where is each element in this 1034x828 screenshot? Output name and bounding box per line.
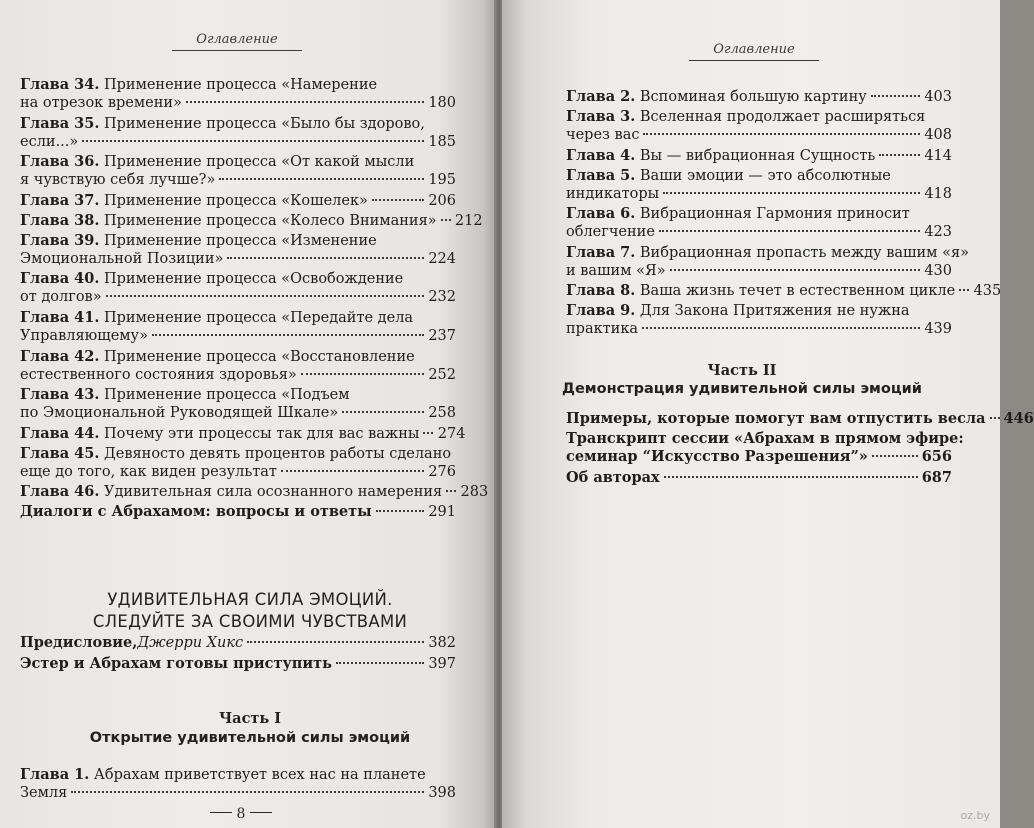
dot-leader	[219, 178, 424, 180]
entry-title-line: еще до того, как виден результат	[20, 463, 277, 480]
chapter-number: Глава 40.	[20, 270, 100, 288]
page-number: 397	[428, 656, 456, 672]
toc-entry	[20, 766, 456, 802]
toc-entry	[20, 483, 489, 501]
entry-title-line: если...»	[20, 133, 79, 150]
entry-title-line: Применение процесса «Колесо Внимания»	[103, 212, 437, 229]
page-number: 185	[428, 133, 456, 150]
part-label: Часть II	[707, 362, 777, 379]
entry-title-line: Ваша жизнь течет в естественном цикле	[639, 283, 956, 300]
chapter-number: Глава 44.	[20, 424, 100, 442]
dot-leader	[990, 417, 1000, 419]
entry-title-line: естественного состояния здоровья»	[20, 366, 297, 383]
page-number: 656	[921, 448, 952, 465]
entry-title-line: Управляющему»	[20, 328, 148, 344]
page-folio: 8	[210, 806, 272, 822]
chapter-number: Глава 2.	[566, 88, 636, 105]
page-number: 291	[428, 504, 456, 521]
page-number: 403	[924, 89, 952, 105]
entry-title-line: практика	[566, 321, 639, 338]
entry-title-line: по Эмоциональной Руководящей Шкале»	[20, 405, 339, 422]
chapter-number: Глава 4.	[566, 146, 636, 164]
entry-title-line: Почему эти процессы так для вас важны	[103, 425, 420, 442]
page-number: 274	[437, 425, 466, 442]
toc-entry	[566, 469, 952, 487]
entry-title-line: Применение процесса «Освобождение	[103, 271, 404, 288]
toc-entry	[20, 655, 456, 673]
chapter-number: Глава 35.	[20, 114, 100, 132]
entry-title-line: от долгов»	[20, 289, 102, 306]
toc-entry	[20, 503, 456, 521]
page-number: 252	[428, 366, 456, 383]
entry-title-line: Удивительная сила осознанного намерения	[103, 484, 443, 501]
right-page	[502, 0, 1034, 828]
toc-entry	[566, 243, 969, 280]
page-number: 382	[428, 635, 456, 651]
dot-leader	[82, 140, 424, 142]
toc-entry	[20, 424, 466, 443]
part-label: Часть I	[218, 710, 282, 727]
entry-title-line: и вашим «Я»	[566, 262, 666, 279]
toc-entry	[566, 108, 952, 144]
dot-leader	[71, 791, 424, 793]
toc-entry	[20, 386, 456, 422]
entry-title-line: через вас	[566, 127, 640, 143]
dot-leader	[872, 455, 918, 457]
entry-title-line: Вы — вибрационная Сущность	[639, 147, 876, 164]
toc-entry	[20, 153, 456, 189]
dot-leader	[152, 334, 424, 336]
entry-title-line: Об авторах	[566, 469, 660, 486]
chapter-number: Глава 36.	[20, 153, 100, 171]
entry-title-line: Применение процесса «Изменение	[103, 232, 377, 249]
page-number: 276	[428, 463, 456, 480]
dot-leader	[423, 432, 433, 434]
entry-title-line: Девяносто девять процентов работы сделано	[103, 445, 452, 462]
entry-title-line: Вспоминая большую картину	[639, 89, 867, 105]
page-number: 418	[924, 185, 952, 202]
running-head: Оглавление	[689, 42, 819, 61]
toc-entry	[20, 445, 456, 481]
page-number: 180	[428, 95, 456, 111]
chapter-number: Глава 9.	[566, 302, 636, 320]
dot-leader	[106, 295, 424, 297]
page-number: 430	[924, 262, 952, 279]
page-number: 414	[924, 147, 952, 164]
toc-entry	[20, 211, 483, 230]
toc-entry	[20, 76, 456, 112]
entry-title-line: Вибрационная пропасть между вашим «я»	[639, 244, 969, 261]
entry-title-line: Применение процесса «Подъем	[103, 387, 350, 404]
page-number: 423	[924, 224, 952, 241]
dot-leader	[247, 641, 424, 643]
entry-title: Диалоги с Абрахамом: вопросы и ответы	[20, 503, 372, 521]
dot-leader	[441, 219, 451, 221]
entry-title-line: Применение процесса «Передайте дела	[103, 310, 414, 326]
toc-entry	[566, 88, 952, 106]
dot-leader	[342, 411, 424, 413]
entry-title-line: Применение процесса «Восстановление	[103, 348, 415, 365]
dot-leader	[336, 662, 424, 664]
entry-title-line: Вибрационная Гармония приносит	[639, 206, 910, 223]
chapter-number: Глава 3.	[566, 108, 636, 125]
page-number: 439	[924, 321, 952, 338]
entry-title-line: Применение процесса «Намерение	[103, 77, 378, 93]
toc-entry	[566, 430, 964, 466]
dot-leader	[446, 490, 456, 492]
dot-leader	[376, 510, 424, 512]
dot-leader	[227, 257, 424, 259]
chapter-number: Глава 1.	[20, 766, 90, 783]
toc-entry	[20, 232, 456, 268]
toc-entry	[20, 192, 456, 210]
dot-leader	[879, 154, 920, 156]
page-number: 224	[428, 250, 456, 267]
chapter-number: Глава 34.	[20, 76, 100, 93]
dot-leader	[659, 230, 920, 232]
entry-title-line: Применение процесса «От какой мысли	[103, 154, 415, 171]
chapter-number: Глава 7.	[566, 243, 636, 261]
entry-title-line: Земля	[20, 785, 68, 801]
dot-leader	[663, 192, 920, 194]
part-title: Демонстрация удивительной силы эмоций	[562, 381, 922, 397]
dot-leader	[372, 199, 424, 201]
toc-entry	[20, 348, 456, 384]
entry-title: Предисловие,	[20, 634, 138, 651]
entry-title-line: Ваши эмоции — это абсолютные	[639, 167, 891, 184]
toc-entry	[566, 302, 952, 338]
entry-title-line: Абрахам приветствует всех нас на планете	[93, 767, 426, 783]
chapter-number: Глава 37.	[20, 191, 100, 209]
dot-leader	[664, 476, 918, 478]
entry-title-line: Вселенная продолжает расширяться	[639, 109, 926, 125]
page-number: 206	[428, 192, 456, 209]
dot-leader	[642, 327, 920, 329]
page-number: 408	[924, 127, 952, 143]
entry-title-line: Для Закона Притяжения не нужна	[639, 303, 910, 320]
page-number: 212	[454, 212, 483, 229]
chapter-number: Глава 39.	[20, 231, 100, 249]
chapter-number: Глава 42.	[20, 347, 100, 365]
left-page	[0, 0, 497, 828]
entry-title: Эстер и Абрахам готовы приступить	[20, 655, 332, 672]
entry-title-line: я чувствую себя лучше?»	[20, 172, 216, 189]
toc-entry	[20, 634, 456, 652]
entry-title-line: Применение процесса «Кошелек»	[103, 192, 368, 209]
book-title-line2: СЛЕДУЙТЕ ЗА СВОИМИ ЧУВСТВАМИ	[92, 612, 408, 631]
page-number: 232	[428, 289, 456, 306]
entry-title-line: Эмоциональной Позиции»	[20, 250, 224, 267]
chapter-number: Глава 8.	[566, 282, 636, 300]
dot-leader	[871, 95, 920, 97]
page-number: 435	[973, 283, 1002, 300]
chapter-number: Глава 46.	[20, 483, 100, 501]
toc-entry	[20, 270, 456, 306]
chapter-number: Глава 5.	[566, 166, 636, 184]
dot-leader	[281, 470, 424, 472]
dot-leader	[301, 373, 424, 375]
entry-author: Джерри Хикс	[137, 635, 244, 651]
page-number: 446	[1003, 410, 1034, 427]
entry-title-line: на отрезок времени»	[20, 95, 182, 111]
dot-leader	[643, 133, 920, 135]
toc-entry	[566, 147, 952, 165]
book-title-line1: УДИВИТЕЛЬНАЯ СИЛА ЭМОЦИЙ.	[107, 590, 393, 609]
part-title: Открытие удивительной силы эмоций	[89, 730, 411, 746]
page-number: 398	[428, 785, 456, 801]
dot-leader	[186, 101, 424, 103]
entry-title-line: Примеры, которые помогут вам отпустить весла	[566, 410, 986, 427]
dot-leader	[959, 289, 969, 291]
chapter-number: Глава 41.	[20, 309, 100, 326]
entry-title-line: Транскрипт сессии «Абрахам в прямом эфире:	[566, 430, 964, 447]
dot-leader	[670, 269, 920, 271]
toc-entry	[566, 282, 1002, 300]
chapter-number: Глава 43.	[20, 386, 100, 404]
running-head: Оглавление	[172, 32, 302, 51]
page-number: 258	[428, 405, 456, 422]
entry-title-line: Применение процесса «Было бы здорово,	[103, 115, 425, 132]
toc-entry	[566, 410, 1034, 428]
chapter-number: Глава 38.	[20, 211, 100, 229]
page-number: 687	[921, 469, 952, 486]
entry-title-line: облегчение	[566, 224, 655, 241]
page-number: 283	[460, 484, 489, 501]
page-number: 195	[428, 172, 456, 189]
entry-title-line: семинар “Искусство Разрешения”»	[566, 448, 868, 465]
chapter-number: Глава 45.	[20, 444, 100, 462]
toc-entry	[20, 309, 456, 345]
toc-entry	[20, 115, 456, 151]
watermark: oz.by	[960, 809, 990, 822]
toc-entry	[566, 167, 952, 203]
page-number: 237	[428, 328, 456, 344]
chapter-number: Глава 6.	[566, 205, 636, 223]
toc-entry	[566, 205, 952, 241]
entry-title-line: индикаторы	[566, 185, 660, 202]
